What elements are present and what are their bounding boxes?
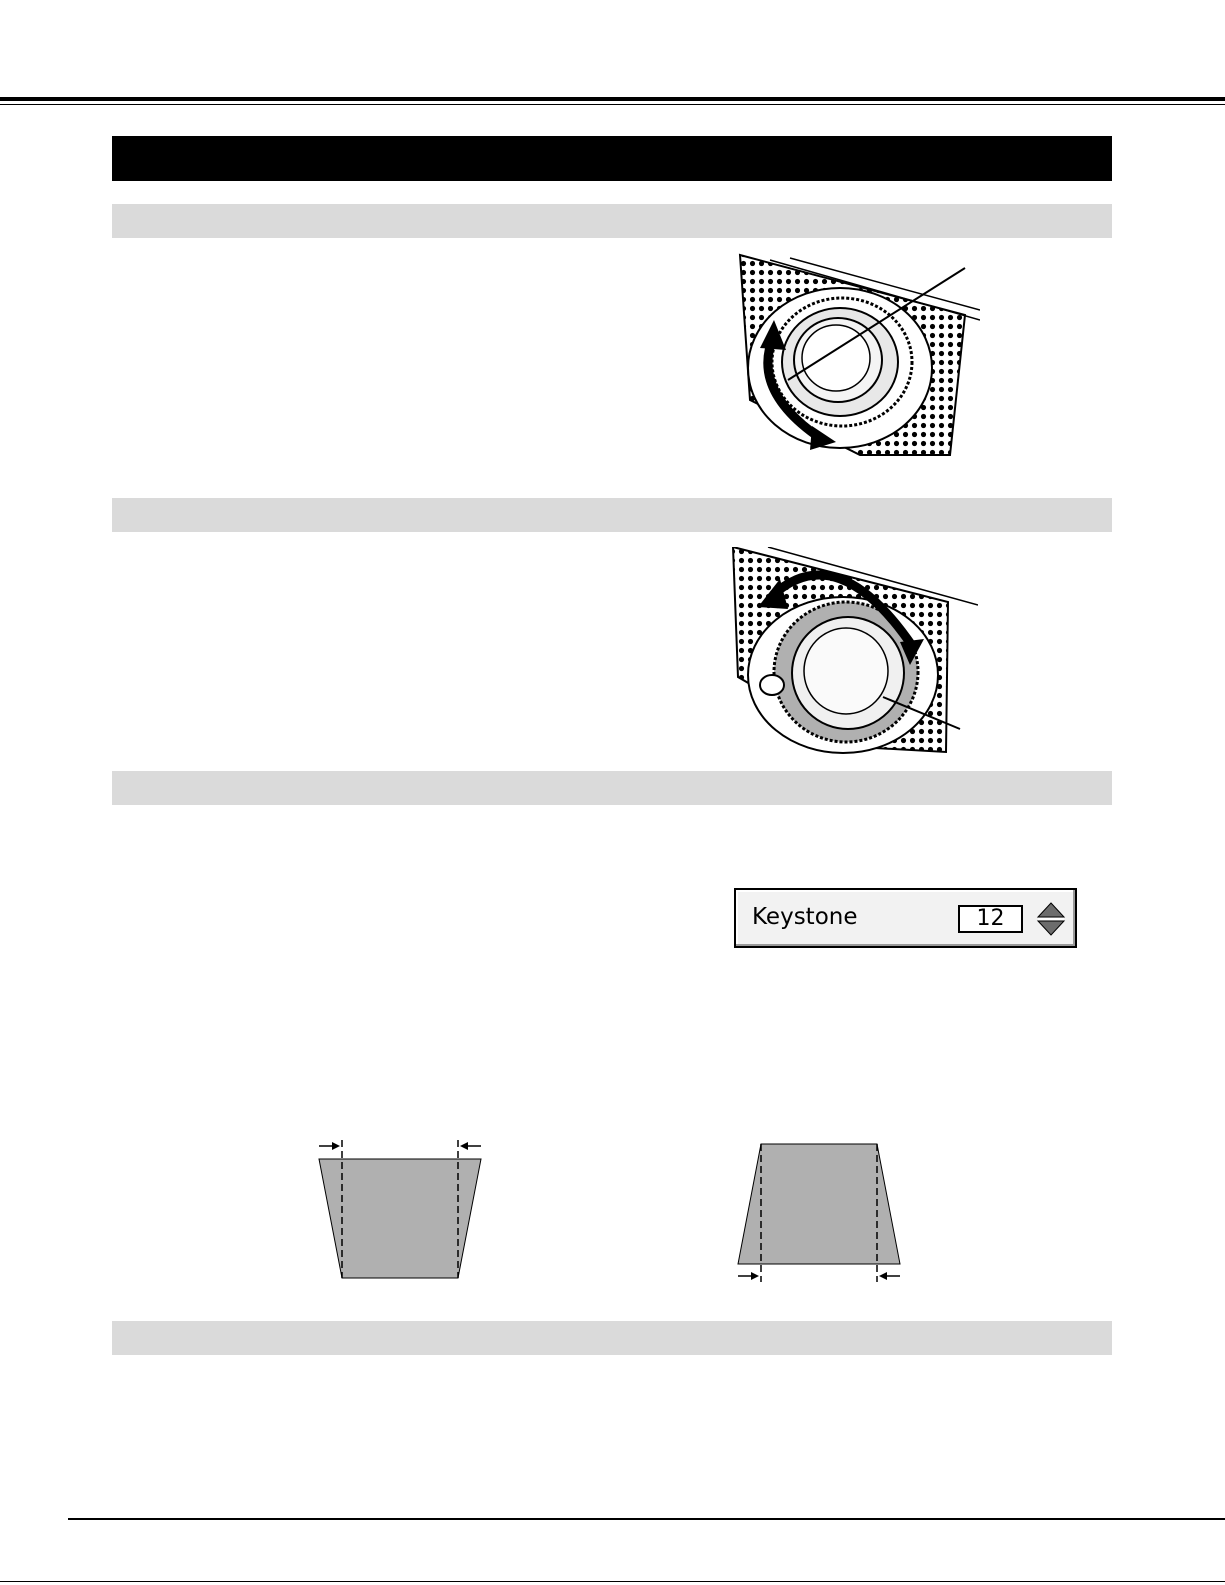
header-rule bbox=[0, 97, 1225, 101]
up-down-spinner-icon[interactable] bbox=[1036, 901, 1066, 937]
section-bar-zoom bbox=[112, 204, 1112, 238]
keystone-label: Keystone bbox=[752, 904, 858, 930]
footer-rule bbox=[68, 1518, 1225, 1520]
keystone-bottom-wide-diagram bbox=[730, 1140, 910, 1290]
header-rule-thin bbox=[0, 104, 1225, 105]
section-bar-focus bbox=[112, 498, 1112, 532]
section-bar-keystone bbox=[112, 771, 1112, 805]
focus-lens-illustration bbox=[728, 547, 978, 757]
keystone-dialog bbox=[734, 888, 1077, 948]
keystone-value-field[interactable]: 12 bbox=[958, 905, 1023, 933]
section-bar-next bbox=[112, 1321, 1112, 1355]
page-title-bar bbox=[112, 136, 1112, 181]
footer-rule-thin bbox=[0, 1581, 1225, 1582]
keystone-top-wide-diagram bbox=[310, 1132, 490, 1282]
zoom-lens-illustration bbox=[730, 250, 980, 460]
